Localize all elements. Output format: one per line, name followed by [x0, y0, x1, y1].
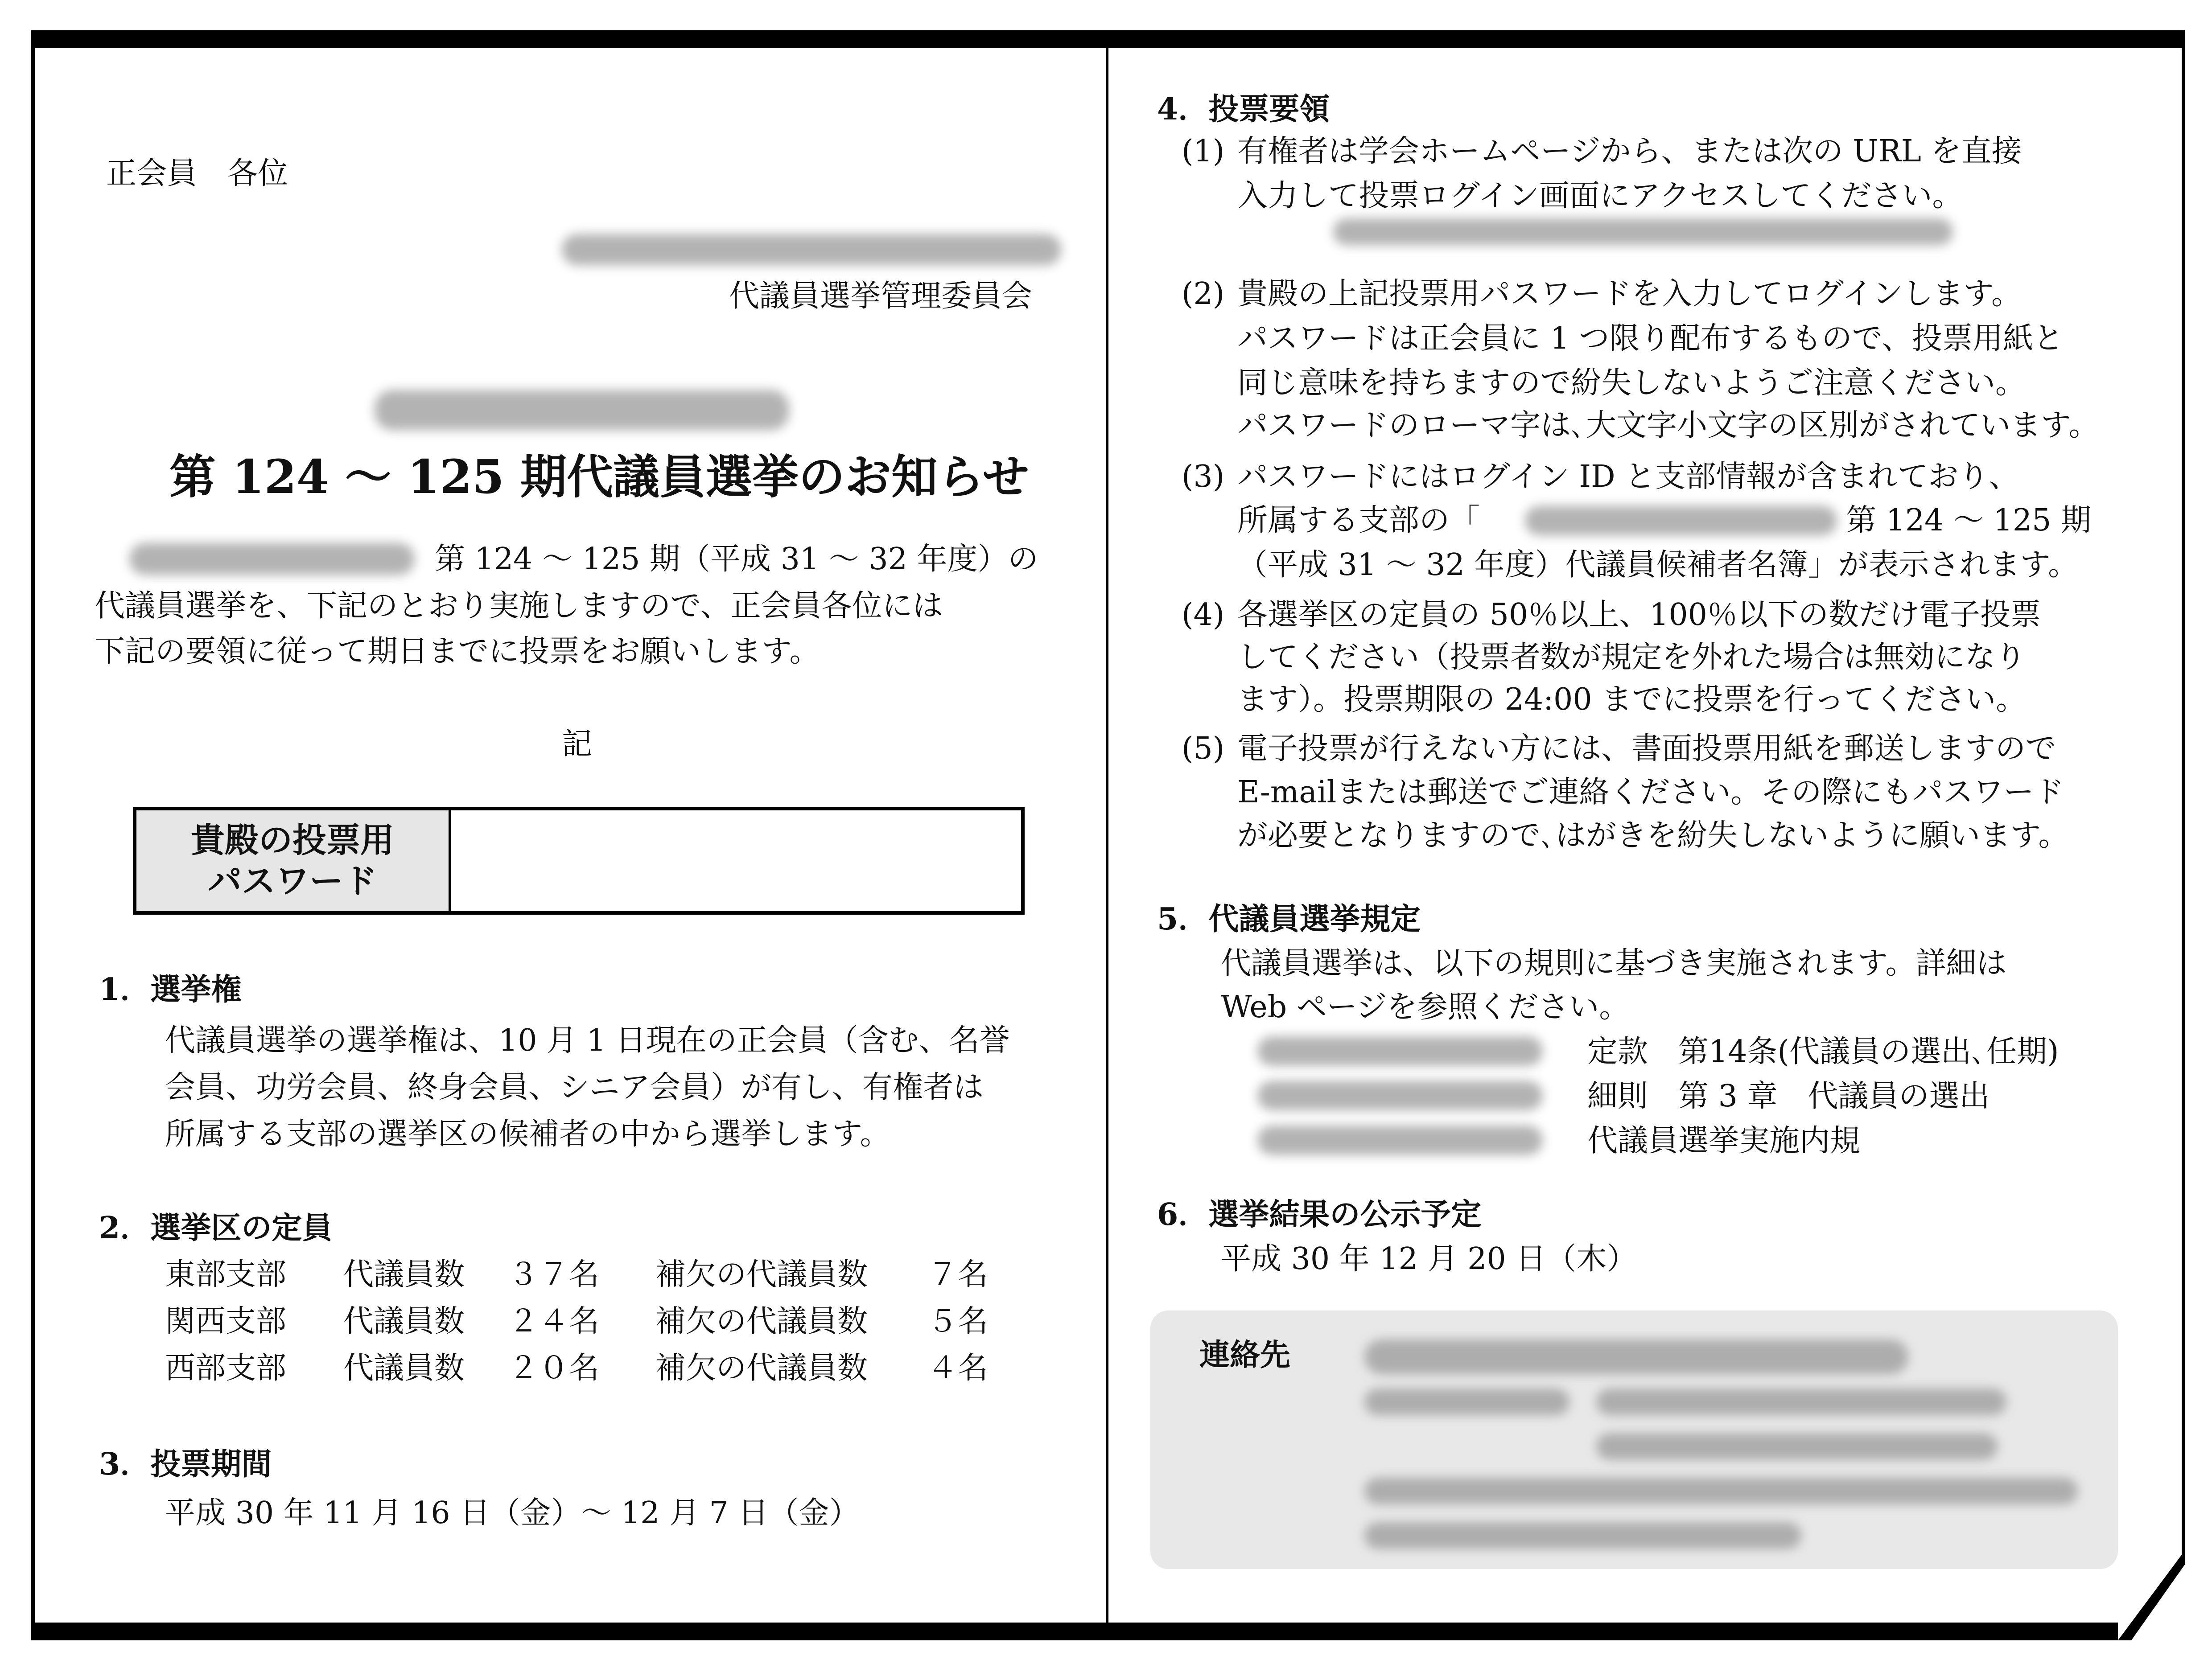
sec5-rule-3: 代議員選挙実施内規 — [1587, 1123, 1861, 1159]
sec6-heading: 6．選挙結果の公示予定 — [1157, 1197, 1482, 1233]
quota-count: ３７名 — [508, 1257, 600, 1292]
sec4-item-4-line-1: 各選挙区の定員の 50％以上、100％以下の数だけ電子投票 — [1237, 597, 2041, 633]
addressee: 正会員 各位 — [106, 156, 288, 191]
sec4-item-1-line-1: 有権者は学会ホームページから、または次の URL を直接 — [1237, 134, 2022, 169]
sec4-item-5-num: (5) — [1182, 731, 1225, 766]
sec1-heading: 1．選挙権 — [99, 972, 242, 1007]
quota-label: 代議員数 — [343, 1351, 465, 1386]
quota-label: 代議員数 — [343, 1257, 465, 1292]
quota-sub-label: 補欠の代議員数 — [655, 1351, 868, 1386]
sec4-item-2-line-2: パスワードは正会員に 1 つ限り配布するもので、投票用紙と — [1237, 321, 2064, 356]
sec6-date: 平成 30 年 12 月 20 日（木） — [1221, 1241, 1637, 1277]
sec1-line-3: 所属する支部の選挙区の候補者の中から選挙します。 — [165, 1117, 890, 1152]
redacted-society-name-rule — [1257, 1126, 1543, 1155]
sec4-item-4-num: (4) — [1182, 597, 1225, 633]
sender-committee: 代議員選挙管理委員会 — [729, 279, 1033, 314]
intro-line-2: 代議員選挙を、下記のとおり実施しますので、正会員各位には — [95, 588, 943, 624]
sec4-heading: 4．投票要領 — [1157, 91, 1330, 127]
sec4-item-4-line-2: してください（投票者数が規定を外れた場合は無効になり — [1237, 640, 2026, 675]
sec5-rule-2: 細則 第 3 章 代議員の選出 — [1587, 1079, 1990, 1114]
sec4-item-5-line-2: E-mailまたは郵送でご連絡ください。その際にもパスワード — [1237, 775, 2064, 810]
fold-line — [1106, 48, 1108, 1623]
redacted-address-line-1 — [1596, 1389, 2006, 1415]
sec4-item-3-line-2a: 所属する支部の「 — [1237, 503, 1480, 538]
redacted-contact-org — [1364, 1339, 1908, 1374]
sec5-heading: 5．代議員選挙規定 — [1157, 901, 1421, 937]
page-title: 第 124 ～ 125 期代議員選挙のお知らせ — [169, 449, 1029, 504]
quota-sub-count: ５名 — [927, 1304, 989, 1339]
sec4-item-3-line-3: （平成 31 ～ 32 年度）代議員候補者名簿」が表示されます。 — [1237, 547, 2079, 583]
sec4-item-1-num: (1) — [1182, 134, 1225, 169]
sec4-item-5-line-1: 電子投票が行えない方には、書面投票用紙を郵送しますので — [1237, 731, 2056, 766]
redacted-postal-code — [1364, 1389, 1569, 1415]
sec1-line-2: 会員、功労会員、終身会員、シニア会員）が有し、有権者は — [165, 1070, 984, 1105]
page-left-border — [31, 48, 35, 1623]
page-bottom-border — [31, 1623, 2118, 1640]
redacted-society-name-rule — [1257, 1081, 1543, 1110]
password-label-cell — [136, 810, 451, 911]
quota-label: 代議員数 — [343, 1304, 465, 1339]
sec4-item-2-line-4: パスワードのローマ字は､大文字小文字の区別がされています。 — [1237, 408, 2099, 443]
sec5-line-2: Web ページを参照ください。 — [1221, 990, 1630, 1025]
sec4-item-2-line-3: 同じ意味を持ちますので紛失しないようご注意ください。 — [1237, 366, 2026, 401]
redacted-email — [1364, 1522, 1801, 1549]
password-box — [133, 807, 1025, 915]
quota-count: ２０名 — [508, 1351, 600, 1386]
redacted-society-name-branch — [1525, 506, 1837, 535]
contact-label: 連絡先 — [1199, 1337, 1291, 1373]
sec4-item-3-line-2b: 第 124 ～ 125 期 — [1846, 503, 2092, 538]
ki-mark: 記 — [562, 727, 593, 762]
sec5-line-1: 代議員選挙は、以下の規則に基づき実施されます。詳細は — [1221, 946, 2007, 981]
quota-count: ２４名 — [508, 1304, 600, 1339]
redacted-phone-fax — [1364, 1478, 2078, 1504]
quota-sub-label: 補欠の代議員数 — [655, 1304, 868, 1339]
sec4-item-2-line-1: 貴殿の上記投票用パスワードを入力してログインします。 — [1237, 276, 2022, 312]
sec5-rule-1: 定款 第14条(代議員の選出､任期) — [1587, 1034, 2059, 1069]
intro-line-1: 第 124 ～ 125 期（平成 31 ～ 32 年度）の — [435, 542, 1038, 577]
password-value-cell — [451, 810, 1021, 911]
quota-sub-count: ４名 — [927, 1351, 989, 1386]
redacted-society-name-intro — [129, 543, 415, 575]
sec4-item-1-line-2: 入力して投票ログイン画面にアクセスしてください。 — [1237, 178, 1963, 214]
redacted-voting-url — [1333, 218, 1953, 245]
sec4-item-3-line-1: パスワードにはログイン ID と支部情報が含まれており、 — [1237, 459, 2019, 494]
sec4-item-4-line-3: ます）。投票期限の 24:00 までに投票を行ってください。 — [1237, 682, 2027, 717]
quota-branch: 東部支部 — [165, 1257, 287, 1292]
redacted-address-line-2 — [1596, 1433, 1998, 1460]
quota-branch: 西部支部 — [165, 1351, 287, 1386]
password-label-line-1: 貴殿の投票用 — [191, 820, 394, 860]
page-top-border — [31, 30, 2185, 48]
sec4-item-3-num: (3) — [1182, 459, 1225, 494]
sec4-item-5-line-3: が必要となりますので､はがきを紛失しないように願います。 — [1237, 818, 2069, 853]
quota-branch: 関西支部 — [165, 1304, 287, 1339]
page-corner-fold — [2105, 1547, 2194, 1645]
sec4-item-2-num: (2) — [1182, 276, 1225, 312]
page-right-border — [2182, 48, 2185, 1555]
quota-sub-count: ７名 — [927, 1257, 989, 1292]
redacted-society-name-rule — [1257, 1036, 1543, 1066]
sec1-line-1: 代議員選挙の選挙権は、10 月 1 日現在の正会員（含む、名誉 — [165, 1023, 1010, 1058]
intro-line-3: 下記の要領に従って期日までに投票をお願いします。 — [95, 634, 820, 669]
redacted-org-name — [562, 234, 1061, 265]
quota-sub-label: 補欠の代議員数 — [655, 1257, 868, 1292]
sec2-heading: 2．選挙区の定員 — [99, 1210, 333, 1246]
sec3-period: 平成 30 年 11 月 16 日（金）～ 12 月 7 日（金） — [165, 1495, 860, 1531]
redacted-society-name — [375, 390, 789, 430]
password-label-line-2: パスワード — [208, 861, 377, 901]
sec3-heading: 3．投票期間 — [99, 1446, 272, 1482]
